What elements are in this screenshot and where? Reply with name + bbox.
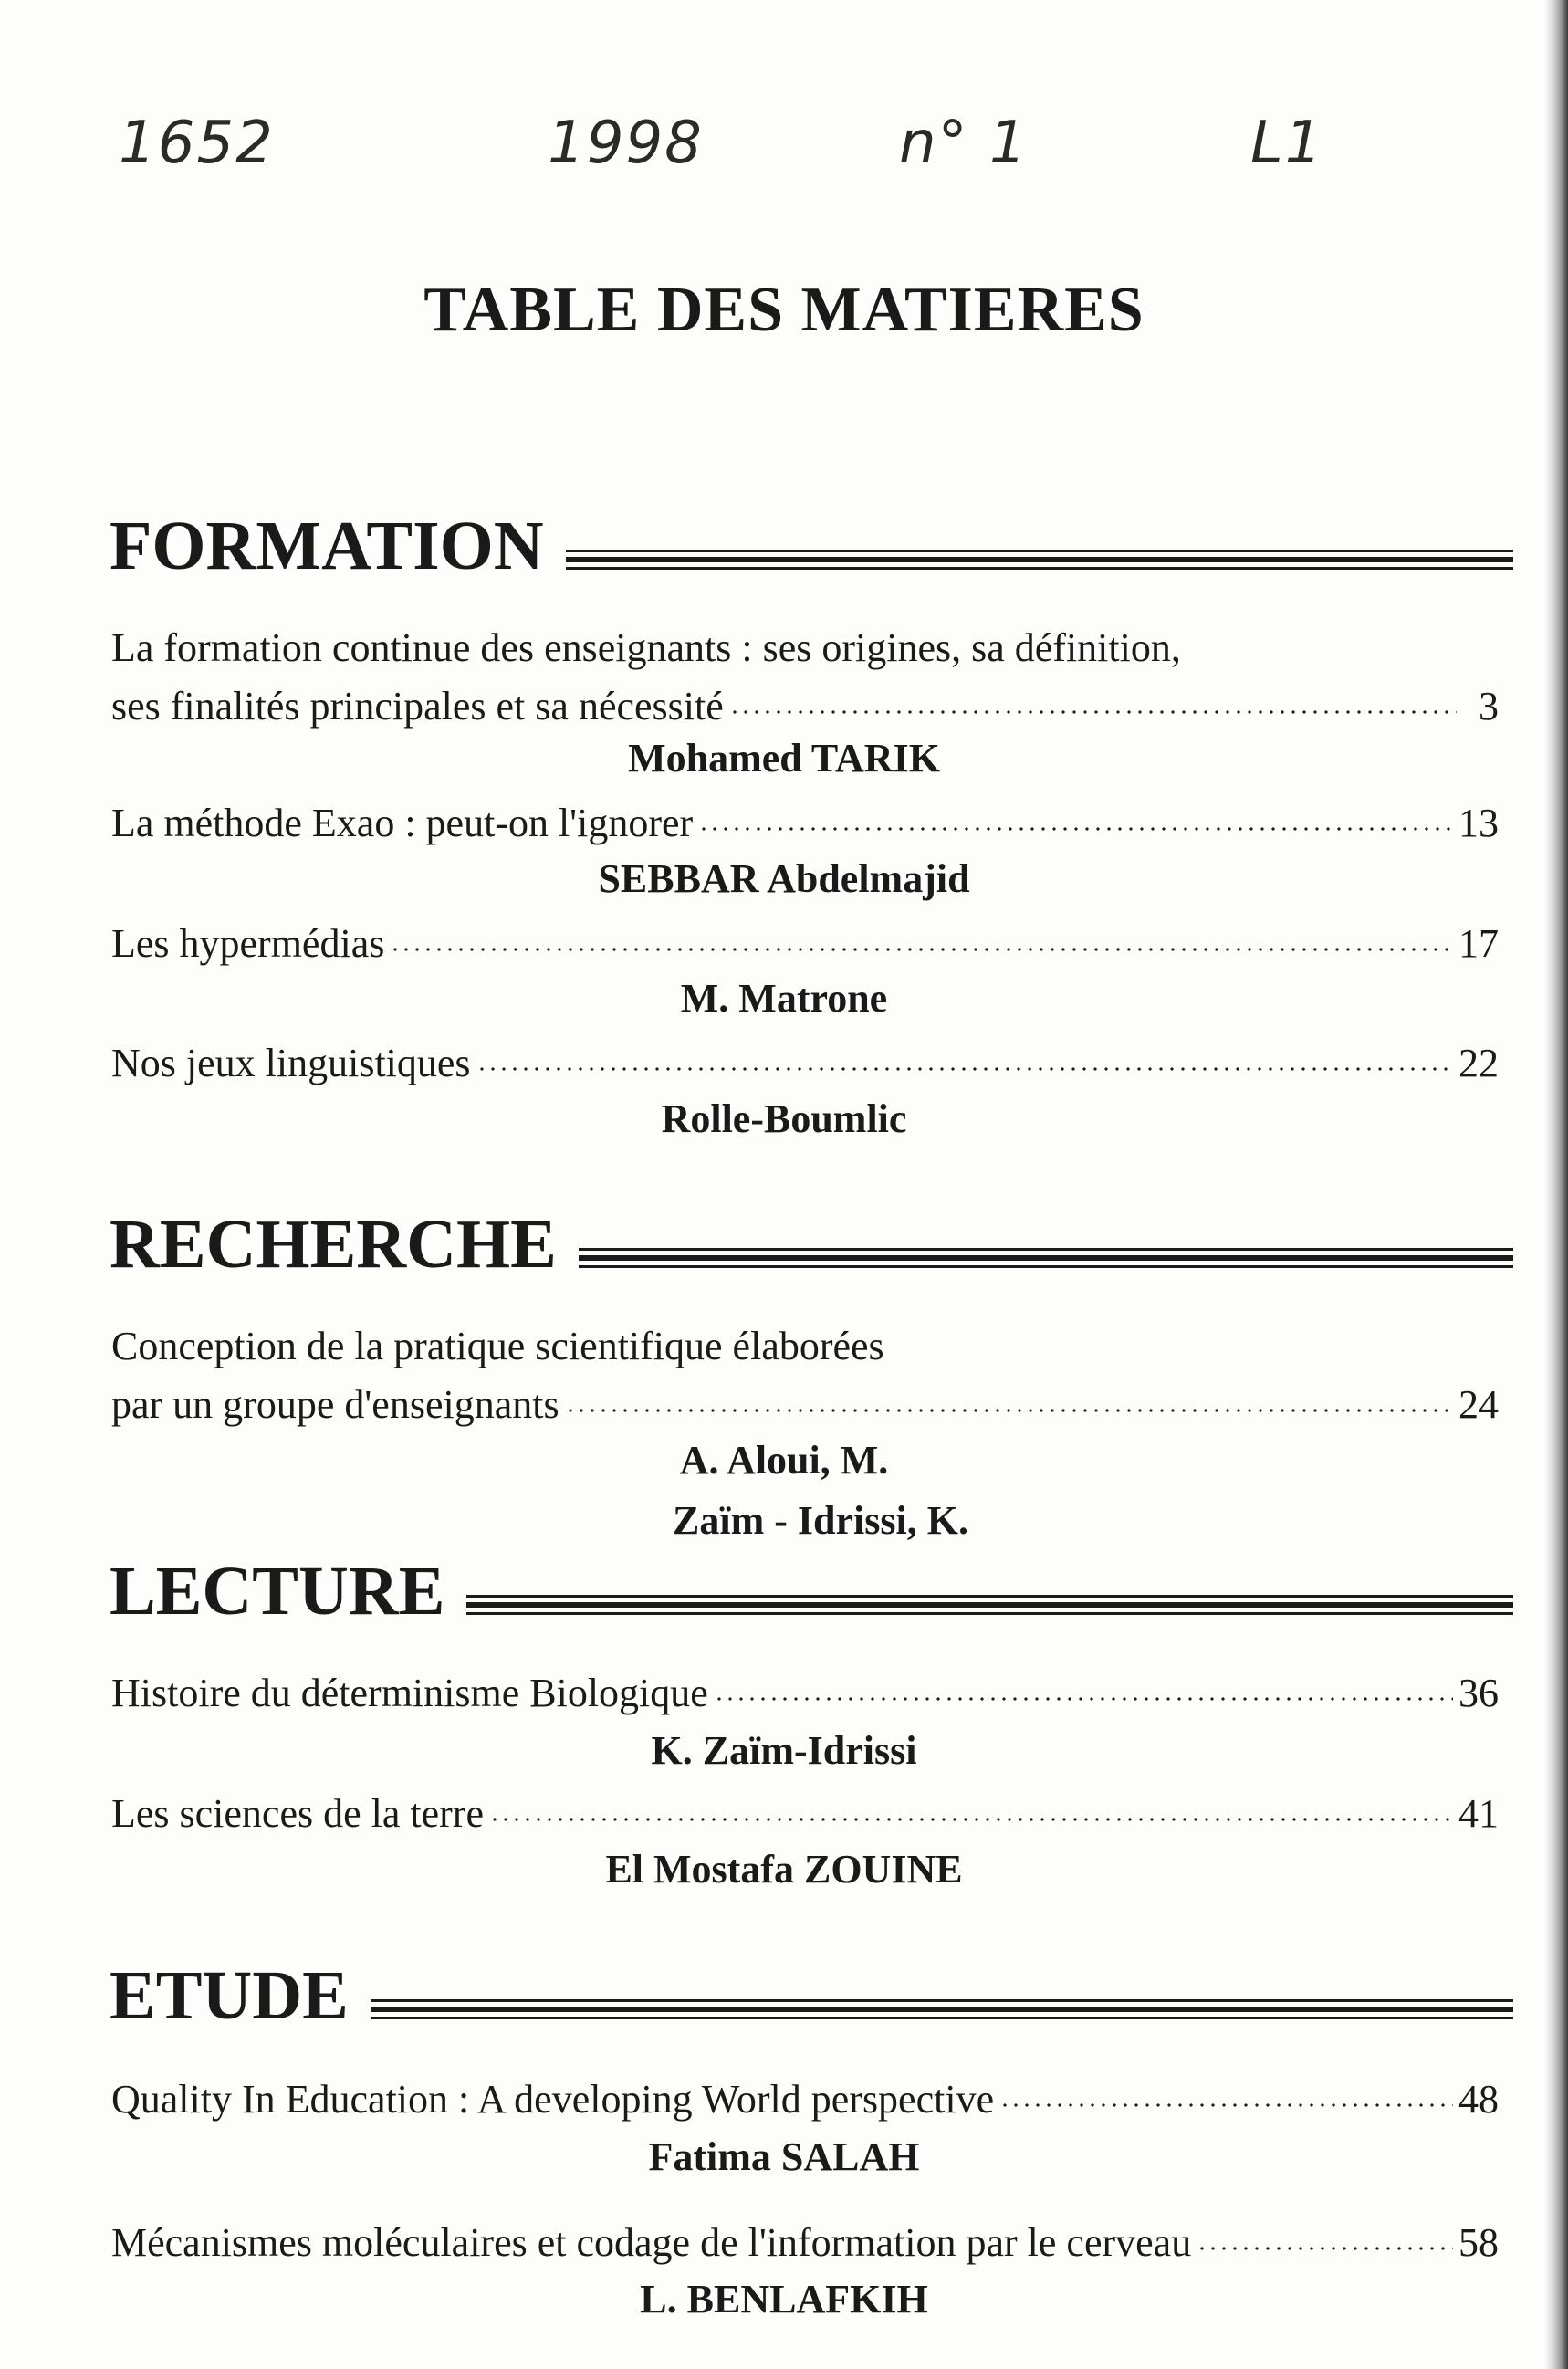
- page-number: 41: [1458, 1791, 1499, 1836]
- article-title-line: Nos jeux linguistiques: [111, 1041, 471, 1085]
- article-title-line: Conception de la pratique scientifique élaborées: [111, 1324, 884, 1368]
- article-author: El Mostafa ZOUINE: [605, 1847, 963, 1892]
- section-heading-lecture: [110, 1552, 1513, 1631]
- page-title: TABLE DES MATIERES: [423, 275, 1145, 345]
- dot-leader: [714, 1693, 1453, 1704]
- section-heading-recherche: [110, 1205, 1513, 1284]
- section-title: ETUDE: [110, 1957, 349, 2034]
- article-title-line: Mécanismes moléculaires et codage de l'information par le cerveau: [111, 2220, 1192, 2265]
- article-title-line: Quality In Education : A developing World perspective: [111, 2077, 995, 2122]
- toc-entry[interactable]: [111, 794, 1499, 853]
- toc-entry[interactable]: [111, 619, 1499, 736]
- handwritten-note: n° 1: [899, 110, 1029, 177]
- dot-leader: [565, 1405, 1453, 1416]
- section-heading-etude: [110, 1956, 1513, 2036]
- article-title-line: Les hypermédias: [111, 921, 385, 966]
- dot-leader: [698, 823, 1453, 834]
- dot-leader: [476, 1064, 1453, 1074]
- article-author: K. Zaïm-Idrissi: [651, 1728, 917, 1773]
- article-author: Zaïm - Idrissi, K.: [673, 1498, 968, 1543]
- handwritten-note: L1: [1250, 110, 1324, 177]
- section-rule: [371, 1999, 1513, 2019]
- handwritten-note: 1998: [548, 110, 704, 177]
- article-author: SEBBAR Abdelmajid: [598, 856, 970, 901]
- toc-entry[interactable]: [111, 1785, 1499, 1843]
- page-number: 17: [1458, 921, 1499, 966]
- page-number: 58: [1458, 2220, 1499, 2265]
- page-number: 24: [1458, 1382, 1499, 1427]
- article-title-line: ses finalités principales et sa nécessité: [111, 684, 724, 729]
- section-title: FORMATION: [110, 508, 544, 584]
- toc-entry[interactable]: [111, 2070, 1499, 2129]
- section-heading-formation: [110, 507, 1513, 586]
- toc-entry[interactable]: [111, 2214, 1499, 2272]
- dot-leader: [1197, 2243, 1453, 2254]
- dot-leader: [729, 707, 1457, 718]
- section-title: LECTURE: [110, 1553, 445, 1630]
- section-rule: [566, 550, 1513, 570]
- article-author: M. Matrone: [680, 976, 888, 1021]
- article-title-line: La méthode Exao : peut-on l'ignorer: [111, 801, 694, 845]
- page-number: 48: [1458, 2077, 1499, 2122]
- dot-leader: [999, 2100, 1453, 2111]
- toc-entry[interactable]: [111, 915, 1499, 973]
- dot-leader: [489, 1814, 1453, 1825]
- page-number: 36: [1458, 1671, 1499, 1715]
- page-number: 13: [1458, 801, 1499, 845]
- article-title-line: par un groupe d'enseignants: [111, 1382, 559, 1427]
- handwritten-note: 1652: [119, 110, 275, 177]
- article-author: A. Aloui, M.: [679, 1438, 889, 1483]
- article-author: L. BENLAFKIH: [640, 2277, 928, 2322]
- section-rule: [579, 1248, 1513, 1268]
- toc-entry[interactable]: [111, 1664, 1499, 1723]
- toc-entry[interactable]: [111, 1317, 1499, 1434]
- article-title-line: La formation continue des enseignants : ses origines, sa définition,: [111, 625, 1181, 670]
- article-title-line: Les sciences de la terre: [111, 1791, 484, 1836]
- section-rule: [466, 1595, 1513, 1615]
- article-author: Fatima SALAH: [648, 2134, 920, 2179]
- article-title-line: Histoire du déterminisme Biologique: [111, 1671, 708, 1715]
- page-number: 22: [1458, 1041, 1499, 1085]
- page-number: 3: [1479, 684, 1499, 729]
- article-author: Mohamed TARIK: [628, 736, 940, 781]
- scan-page-edge: [1544, 0, 1568, 2369]
- article-author: Rolle-Boumlic: [661, 1096, 907, 1141]
- dot-leader: [390, 944, 1453, 955]
- toc-entry[interactable]: [111, 1034, 1499, 1093]
- section-title: RECHERCHE: [110, 1206, 557, 1283]
